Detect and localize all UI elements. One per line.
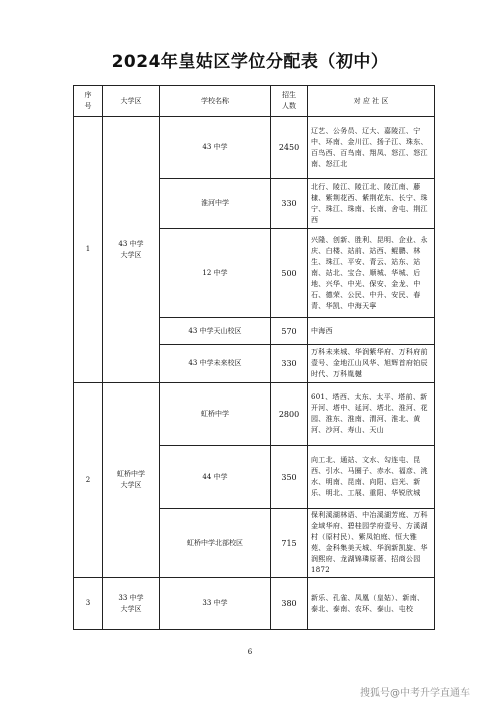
community-list: 新乐、孔雀、凤凰（皇姑）、新南、泰北、泰南、农环、泰山、屯校 bbox=[308, 578, 435, 630]
header-row bbox=[74, 86, 435, 117]
header-district: 大学区 bbox=[103, 86, 160, 117]
table-row bbox=[74, 383, 435, 446]
enroll-count: 2800 bbox=[271, 383, 308, 446]
school-name: 43 中学未来校区 bbox=[160, 345, 271, 383]
community-list: 保利溪湖林语、中冶溪湖芳庭、万科金域华府、碧桂园学府壹号、方溪湖村（原村民）、紫凤铂庭、恒大雅苑、金科集美天城、华润新凯旋、华润熙府、龙湖锦璘原著、招商公园1872 bbox=[308, 509, 435, 578]
community-list: 601、塔西、太东、太平、塔前、新开河、塔中、延河、塔北、淮河、花园、淮东、淮南、渭河、淮北、黄河、沙河、寿山、天山 bbox=[308, 383, 435, 446]
enroll-count: 350 bbox=[271, 446, 308, 509]
header-school: 学校名称 bbox=[160, 86, 271, 117]
header-area: 对 应 社 区 bbox=[308, 86, 435, 117]
seq-cell: 1 bbox=[74, 117, 103, 383]
header-enroll: 招生 人数 bbox=[271, 86, 308, 117]
enroll-count: 380 bbox=[271, 578, 308, 630]
seq-cell: 2 bbox=[74, 383, 103, 578]
community-list: 万科未来城、华润紫华府、万科府前壹号、金地江山风华、旭辉首府铂辰时代、万科胤樾 bbox=[308, 345, 435, 383]
community-list: 兴隆、创新、胜利、昆明、企业、永庆、白楼、站前、站西、鲲鹏、林生、珠江、平安、青云、站东、站南、站北、宝合、顺城、华城、后地、兴华、中光、保安、金龙、中石、德荣、公民、中升、安民、春青、华凯、中海天寧 bbox=[308, 229, 435, 318]
page-title: 2024年皇姑区学位分配表（初中） bbox=[111, 52, 389, 72]
school-name: 43 中学天山校区 bbox=[160, 318, 271, 345]
district-cell: 33 中学 大学区 bbox=[103, 578, 160, 630]
page-number: 6 bbox=[247, 648, 253, 656]
enroll-count: 2450 bbox=[271, 117, 308, 179]
school-name: 虹桥中学北部校区 bbox=[160, 509, 271, 578]
enroll-count: 500 bbox=[271, 229, 308, 318]
school-name: 44 中学 bbox=[160, 446, 271, 509]
table-row bbox=[74, 117, 435, 179]
community-list: 北行、陵江、陵江北、陵江南、藤棣、紫荆花西、紫荆花东、长宁、珠宁、珠江、珠南、长南、舍屯、荆江西 bbox=[308, 179, 435, 229]
school-name: 12 中学 bbox=[160, 229, 271, 318]
enroll-count: 570 bbox=[271, 318, 308, 345]
enroll-count: 715 bbox=[271, 509, 308, 578]
allocation-table bbox=[73, 85, 435, 630]
watermark: 搜狐号@中考升学直通车 bbox=[360, 688, 470, 699]
school-name: 淮河中学 bbox=[160, 179, 271, 229]
community-list: 辽艺、公务员、辽大、嘉陵江、宁中、环南、金川江、扬子江、珠东、百鸟西、百鸟南、翔凤、怒江、怒江南、怒江北 bbox=[308, 117, 435, 179]
header-seq: 序 号 bbox=[74, 86, 103, 117]
enroll-count: 330 bbox=[271, 179, 308, 229]
enroll-count: 330 bbox=[271, 345, 308, 383]
school-name: 43 中学 bbox=[160, 117, 271, 179]
community-list: 向工北、通站、文水、勾连屯、昆西、引水、马圈子、赤水、福彦、洮水、明南、昆南、向阳、启光、新乐、明北、工展、重阳、华锐欣城 bbox=[308, 446, 435, 509]
seq-cell: 3 bbox=[74, 578, 103, 630]
community-list: 中海西 bbox=[308, 318, 435, 345]
district-cell: 虹桥中学 大学区 bbox=[103, 383, 160, 578]
district-cell: 43 中学 大学区 bbox=[103, 117, 160, 383]
table-row bbox=[74, 578, 435, 630]
school-name: 虹桥中学 bbox=[160, 383, 271, 446]
school-name: 33 中学 bbox=[160, 578, 271, 630]
